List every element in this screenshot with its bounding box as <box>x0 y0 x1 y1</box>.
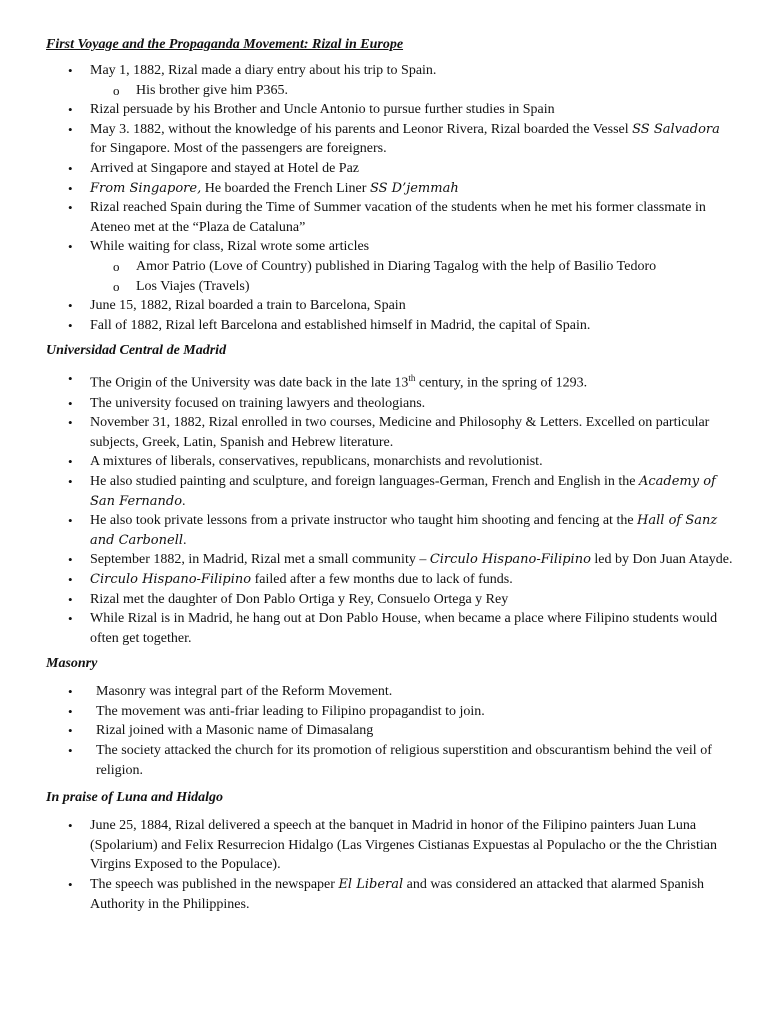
vessel-name: SS D’jemmah <box>369 180 459 196</box>
list-item <box>46 511 738 550</box>
item-text: failed after a few months due to lack of funds. <box>251 571 513 587</box>
list-item: • While Rizal is in Madrid, he hang out at Don Pablo House, when became a place where Filipino students would often get together. <box>46 609 738 648</box>
item-text: and was considered an attacked that alarmed Spanish Authority in the Philippines. <box>90 877 705 912</box>
bullet-list <box>46 682 738 780</box>
list-item: • Rizal met the daughter of Don Pablo Ortiga y Rey, Consuelo Ortega y Rey <box>46 590 738 610</box>
bullet-list <box>46 369 738 648</box>
section-heading: Universidad Central de Madrid <box>46 343 227 359</box>
item-text: He also studied painting and sculpture, and foreign languages-German, French and English in the <box>90 473 639 489</box>
item-text: He boarded the French Liner <box>201 180 370 196</box>
item-text: . <box>182 493 186 509</box>
list-item <box>46 875 738 914</box>
organization-name: Circulo Hispano-Filipino <box>90 571 252 587</box>
superscript: th <box>408 373 416 384</box>
list-item: • Fall of 1882, Rizal left Barcelona and established himself in Madrid, the capital of Spain. <box>46 316 738 336</box>
list-item: • June 25, 1884, Rizal delivered a speech at the banquet in Madrid in honor of the Filipino painters Juan Luna (Spolarium) and Felix Resurrecion Hidalgo (Las Virgenes Cistianas Expuestas al Populacho or the the Christian Virgins Exposed to the Populace). <box>46 816 738 875</box>
item-text: September 1882, in Madrid, Rizal met a small community – <box>90 552 430 568</box>
item-text: He also took private lessons from a private instructor who taught him shooting and fencing at the <box>90 513 638 529</box>
item-text: led by Don Juan Atayde. <box>590 552 733 568</box>
list-item <box>46 570 738 590</box>
item-text: The Origin of the University was date back in the late 13 <box>90 375 409 391</box>
list-item: • A mixtures of liberals, conservatives, republicans, monarchists and revolutionist. <box>46 452 738 472</box>
bullet-list <box>46 61 738 335</box>
list-item: • June 15, 1882, Rizal boarded a train to Barcelona, Spain <box>46 296 738 316</box>
vessel-name: SS Salvadora <box>632 121 720 137</box>
organization-name: Circulo Hispano-Filipino <box>429 552 591 568</box>
list-item <box>46 179 738 199</box>
institution-name: Academy of San Fernando <box>90 473 716 509</box>
sub-list-item: o His brother give him P365. <box>46 81 738 101</box>
list-item <box>46 472 738 511</box>
list-item: • May 1, 1882, Rizal made a diary entry about his trip to Spain. <box>46 61 738 81</box>
list-item: • Arrived at Singapore and stayed at Hotel de Paz <box>46 159 738 179</box>
item-text: for Singapore. Most of the passengers are foreigners. <box>90 141 387 157</box>
list-item: • The society attacked the church for its promotion of religious superstition and obscurantism behind the veil of religion. <box>46 741 738 780</box>
section-heading: Masonry <box>46 656 98 672</box>
sub-list-item: o Los Viajes (Travels) <box>46 277 738 297</box>
list-item: • November 31, 1882, Rizal enrolled in two courses, Medicine and Philosophy & Letters. Excelled on particular subjects, Greek, Latin, Spanish and Hebrew literature. <box>46 413 738 452</box>
item-text: . <box>183 532 187 548</box>
list-item: • Masonry was integral part of the Reform Movement. <box>46 682 738 702</box>
list-item: • Rizal joined with a Masonic name of Dimasalang <box>46 721 738 741</box>
list-item: • Rizal reached Spain during the Time of Summer vacation of the students when he met his former classmate in Ateneo met at the “Plaza de Cataluna” <box>46 198 738 237</box>
list-item: • The university focused on training lawyers and theologians. <box>46 394 738 414</box>
item-text: century, in the spring of 1293. <box>415 375 588 391</box>
list-item: • The movement was anti-friar leading to Filipino propagandist to join. <box>46 702 738 722</box>
list-item <box>46 120 738 159</box>
list-item <box>46 369 738 393</box>
institution-name: Hall of Sanz and Carbonell <box>90 513 718 548</box>
section-heading: In praise of Luna and Hidalgo <box>46 790 223 806</box>
list-item: • While waiting for class, Rizal wrote some articles <box>46 237 738 257</box>
item-text: The speech was published in the newspaper <box>90 877 339 893</box>
bullet-list <box>46 816 738 914</box>
item-text: May 3. 1882, without the knowledge of his parents and Leonor Rivera, Rizal boarded the Vessel <box>90 121 633 137</box>
place-name: From Singapore, <box>90 180 202 196</box>
list-item <box>46 550 738 570</box>
sub-list-item: o Amor Patrio (Love of Country) published in Diaring Tagalog with the help of Basilio Tedoro <box>46 257 738 277</box>
newspaper-name: El Liberal <box>338 877 404 893</box>
section-heading: First Voyage and the Propaganda Movement: Rizal in Europe <box>46 37 404 52</box>
list-item: • Rizal persuade by his Brother and Uncle Antonio to pursue further studies in Spain <box>46 100 738 120</box>
